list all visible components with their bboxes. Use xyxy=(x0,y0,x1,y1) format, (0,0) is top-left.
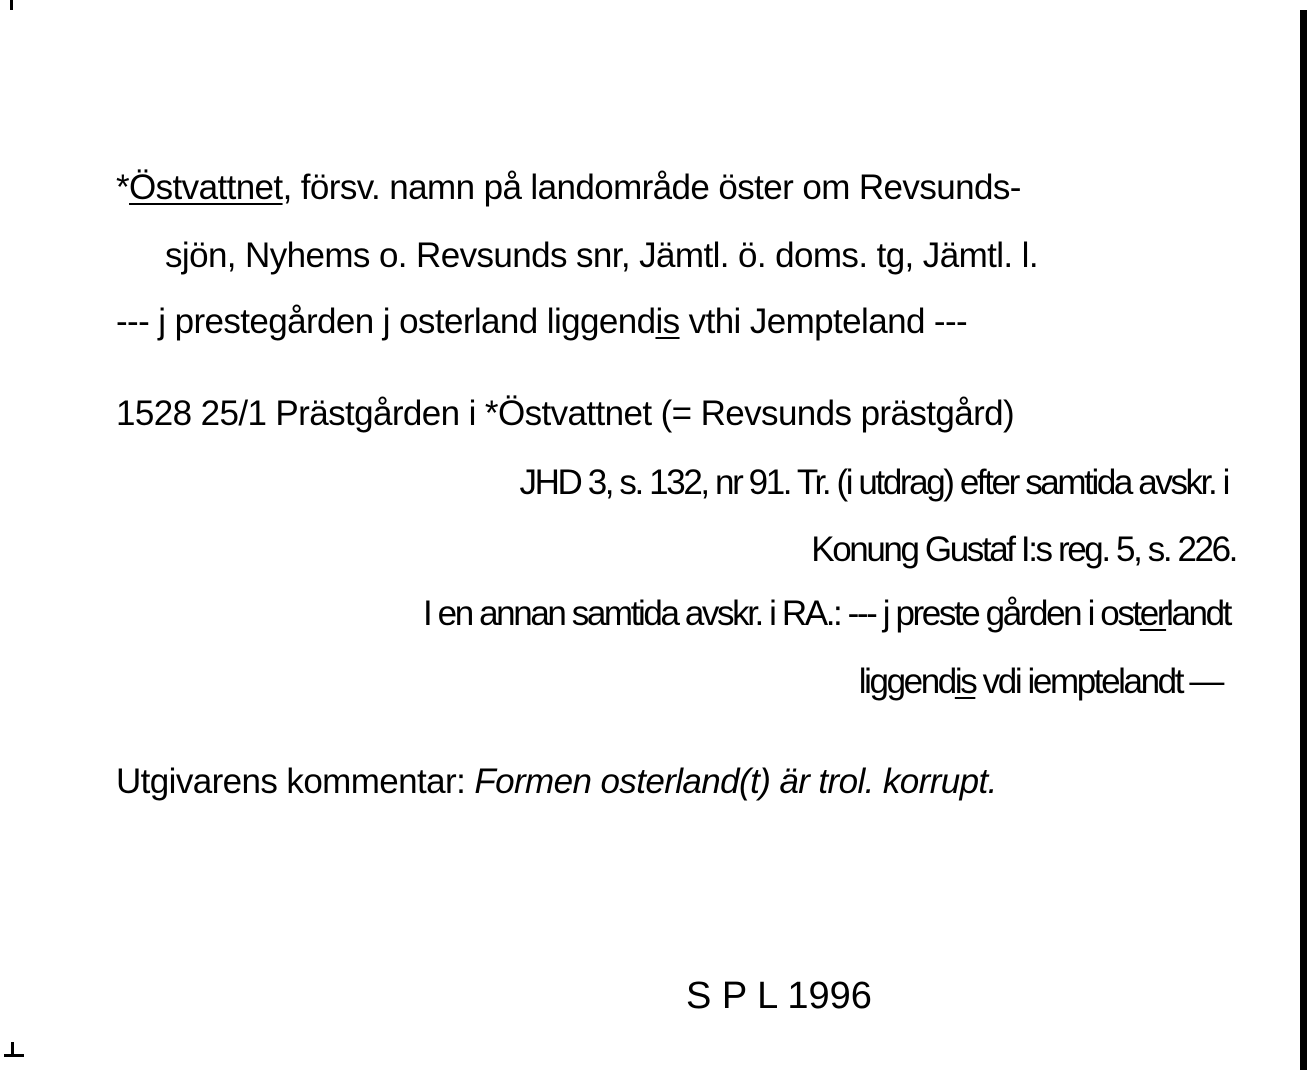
quote1-text-post: vthi Jempteland --- xyxy=(679,302,968,341)
quote1-text-pre: --- j prestegården j osterland liggend xyxy=(116,302,656,341)
quote2-text-underlined: er xyxy=(1139,594,1167,633)
editor-comment xyxy=(116,762,997,802)
quote2-b-post: vdi iemptelandt — xyxy=(975,662,1222,701)
footer-signature: S P L 1996 xyxy=(686,975,872,1017)
card-corner-mark-top xyxy=(10,0,13,10)
quote1-source-line-d: Konung Gustaf I:s reg. 5, s. 226. xyxy=(811,530,1236,569)
card-right-border xyxy=(1300,10,1307,1070)
entry-definition: , försv. namn på landområde öster om Revsunds- xyxy=(282,168,1021,207)
quote1-line-a xyxy=(116,302,967,342)
entry-line-1 xyxy=(116,168,1021,208)
comment-label: Utgivarens kommentar: xyxy=(116,762,475,801)
comment-text: Formen osterland(t) är trol. korrupt. xyxy=(474,762,997,801)
quote2-text-post: landt xyxy=(1166,594,1230,633)
card-corner-mark-bottom-base xyxy=(4,1054,24,1057)
quote2-text-pre: I en annan samtida avskr. i RA.: --- j preste gården i ost xyxy=(423,594,1140,633)
quote1-line-b: 1528 25/1 Prästgården i *Östvattnet (= Revsunds prästgård) xyxy=(116,394,1015,433)
quote1-text-underlined: is xyxy=(655,302,680,341)
headword: Östvattnet xyxy=(129,168,283,207)
quote2-b-underlined: is xyxy=(954,662,976,701)
headword-prefix: * xyxy=(116,168,130,207)
entry-line-2: sjön, Nyhems o. Revsunds snr, Jämtl. ö. doms. tg, Jämtl. l. xyxy=(165,236,1038,275)
quote2-line-a xyxy=(423,594,1230,634)
quote2-line-b xyxy=(859,662,1222,702)
quote1-source-line-c: JHD 3, s. 132, nr 91. Tr. (i utdrag) efter samtida avskr. i xyxy=(519,463,1228,502)
quote2-b-pre: liggend xyxy=(858,662,955,701)
